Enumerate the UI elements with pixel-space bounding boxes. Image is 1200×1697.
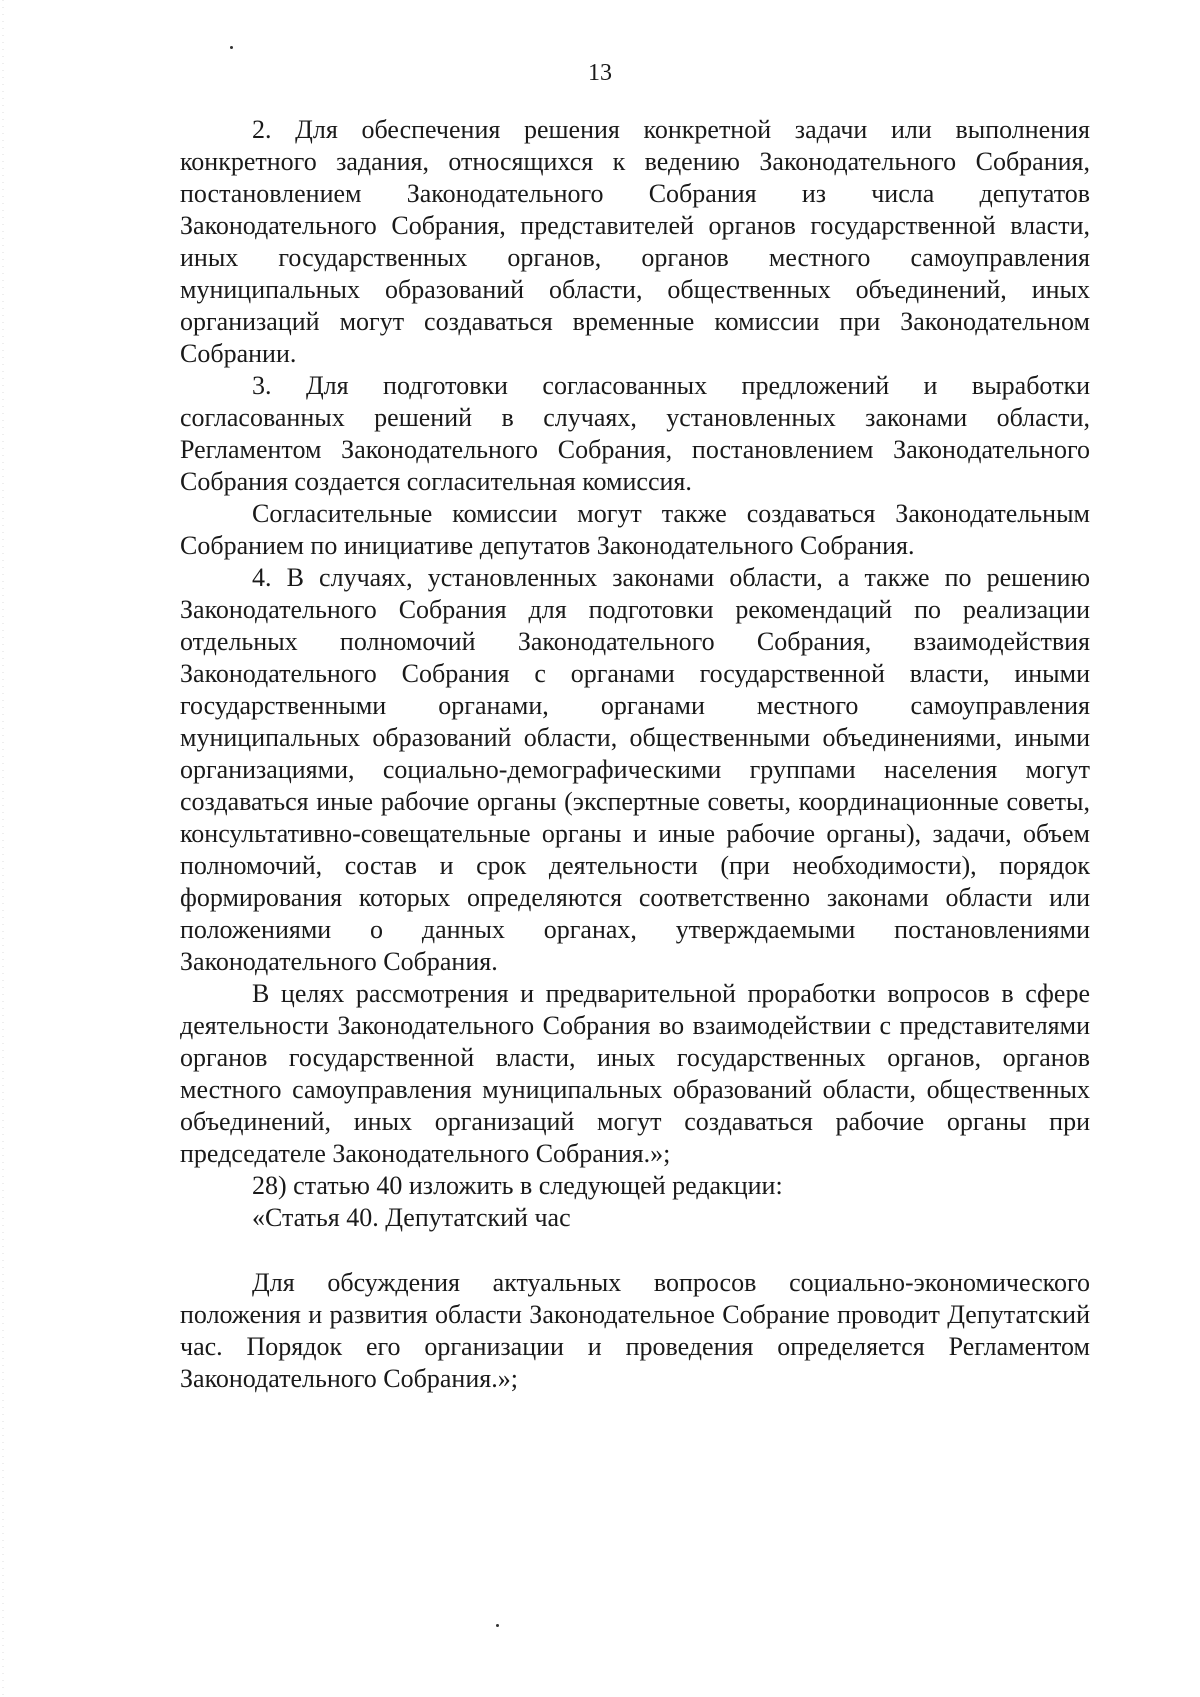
- scan-edge-artifact: [2, 0, 4, 1697]
- scan-speck: [230, 46, 233, 49]
- document-body: [180, 114, 1090, 1395]
- paragraph-working-bodies: В целях рассмотрения и предварительной проработки вопросов в сфере деятельности Законодательного Собрания во взаимодействии с представителями органов государственной власти, иных государственных органов, органов местного самоуправления муниципальных образований области, общественных объединений, иных организаций могут создаваться рабочие органы при председателе Законодательного Собрания.»;: [180, 979, 1090, 1168]
- paragraph-conciliation: Согласительные комиссии могут также создаваться Законодательным Собранием по инициативе депутатов Законодательного Собрания.: [180, 499, 1090, 560]
- page-number: 13: [588, 60, 612, 86]
- paragraph-4: 4. В случаях, установленных законами области, а также по решению Законодательного Собрания для подготовки рекомендаций по реализации отдельных полномочий Законодательного Собрания, взаимодействия Законодательного Собрания с органами государственной власти, иными государственными органами, органами местного самоуправления муниципальных образований области, общественными объединениями, иными организациями, социально-демографическими группами населения могут создаваться иные рабочие органы (экспертные советы, координационные советы, консультативно-совещательные органы и иные рабочие органы), задачи, объем полномочий, состав и срок деятельности (при необходимости), порядок формирования которых определяются соответственно законами области или положениями о данных органах, утверждаемыми постановлениями Законодательного Собрания.: [180, 563, 1090, 976]
- scan-speck: [496, 1624, 499, 1627]
- paragraph-deputy-hour: Для обсуждения актуальных вопросов социально-экономического положения и развития области Законодательное Собрание проводит Депутатский час. Порядок его организации и проведения определяется Регламентом Законодательного Собрания.»;: [180, 1268, 1090, 1393]
- blank-line: [180, 1234, 1090, 1267]
- paragraph-3: 3. Для подготовки согласованных предложений и выработки согласованных решений в случаях, установленных законами области, Регламентом Законодательного Собрания, постановлением Законодательного Собрания создается согласительная комиссия.: [180, 371, 1090, 496]
- article-heading: «Статья 40. Депутатский час: [252, 1203, 571, 1232]
- paragraph-2: 2. Для обеспечения решения конкретной задачи или выполнения конкретного задания, относящихся к ведению Законодательного Собрания, постановлением Законодательного Собрания из числа депутатов Законодательного Собрания, представителей органов государственной власти, иных государственных органов, органов местного самоуправления муниципальных образований области, общественных объединений, иных организаций могут создаваться временные комиссии при Законодательном Собрании.: [180, 115, 1090, 368]
- amendment-line: 28) статью 40 изложить в следующей редакции:: [252, 1171, 783, 1200]
